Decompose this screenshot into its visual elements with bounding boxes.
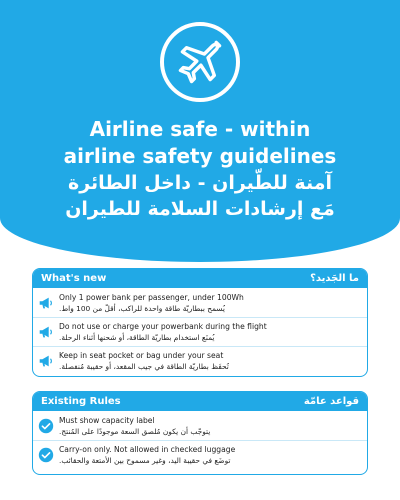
megaphone-icon — [33, 288, 59, 317]
airplane-badge — [160, 22, 240, 102]
item-text-en: Do not use or charge your powerbank during the flight — [59, 322, 267, 331]
megaphone-icon — [33, 318, 59, 346]
item-text-en: Must show capacity label — [59, 415, 155, 425]
megaphone-icon — [33, 347, 59, 375]
title-line-2: airline safety guidelines — [63, 144, 337, 168]
checkmark-icon — [33, 411, 59, 440]
existing-rules-header — [33, 392, 367, 411]
title-ar-line-1: آمنة للطّيران - داخل الطائرة — [68, 172, 332, 194]
checkmark-icon — [33, 441, 59, 469]
item-text-ar: يُمنَع استخدام بطاريّة الطاقة، أو شحنها أثناء الرحلة. — [59, 333, 215, 342]
list-item — [33, 346, 367, 375]
list-item — [33, 440, 367, 469]
page-title — [0, 116, 400, 170]
item-text-en: Only 1 power bank per passenger, under 100Wh — [59, 292, 244, 302]
whats-new-title: What's new — [41, 273, 107, 284]
list-item — [33, 317, 367, 346]
title-line-1: Airline safe - within — [89, 117, 311, 141]
existing-rules-title-arabic: قواعد عامّة — [303, 396, 359, 407]
whats-new-title-arabic: ما الجَديد؟ — [310, 273, 359, 284]
whats-new-header — [33, 269, 367, 288]
existing-rules-card — [32, 391, 368, 475]
page-title-arabic — [0, 170, 400, 222]
item-text-ar: يتوجّب أن يكون مُلصق السعة موجودًا على المُنتج. — [59, 426, 211, 436]
list-item — [33, 411, 367, 440]
existing-rules-title: Existing Rules — [41, 396, 121, 407]
item-text-en: Carry-on only. Not allowed in checked luggage — [59, 445, 236, 454]
item-text-ar: يُسمح ببطاريّة طاقة واحدة للراكب، أقلّ من 100 واط. — [59, 303, 225, 313]
whats-new-card — [32, 268, 368, 377]
item-text-ar: تُحفَظ بطاريّة الطاقة في جيب المقعد، أو حقيبة مُنفصلة. — [59, 362, 229, 371]
title-ar-line-2: مَع إرشادات السلامة للطيران — [65, 198, 335, 220]
item-text-ar: توضَع في حقيبة اليد، وغير مسموح بين الأمتعة والحقائب. — [59, 456, 231, 465]
list-item — [33, 288, 367, 317]
item-text-en: Keep in seat pocket or bag under your seat — [59, 351, 224, 360]
